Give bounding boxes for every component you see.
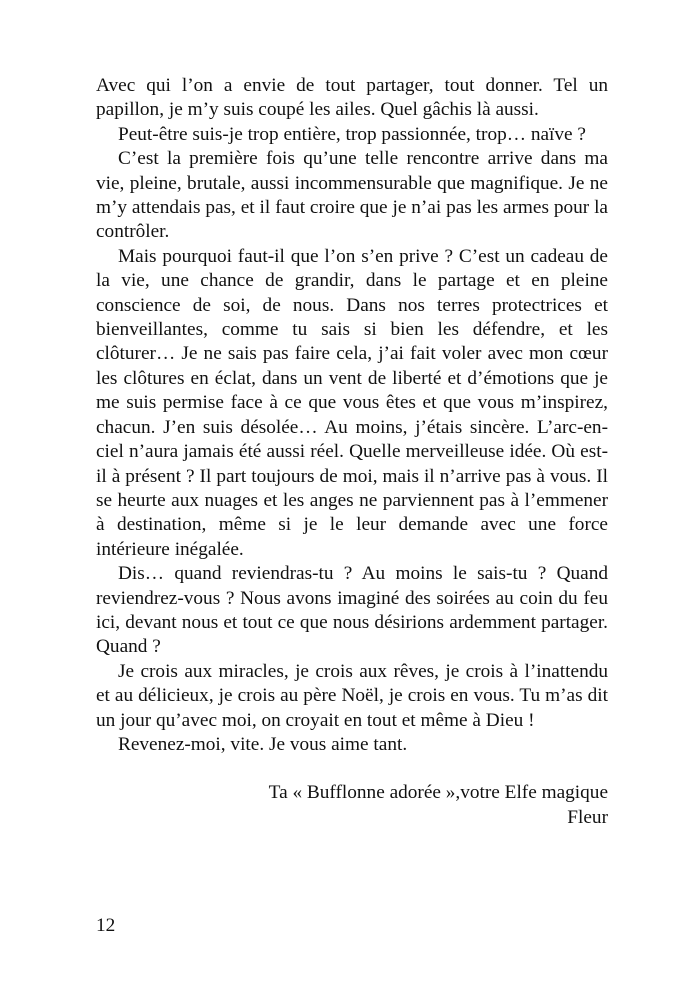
letter-body <box>96 74 608 830</box>
signature-block <box>96 781 608 830</box>
signature-name: Fleur <box>567 806 608 828</box>
paragraph: Peut-être suis-je trop entière, trop passionnée, trop… naïve ? <box>118 123 586 145</box>
page-number: 12 <box>96 915 116 936</box>
signature-closing: Ta « Bufflonne adorée »,votre Elfe magique <box>268 782 608 804</box>
paragraph-continuation: Avec qui l’on a envie de tout partager, tout donner. Tel un papillon, je m’y suis coupé les ailes. Quel gâchis là aussi. <box>96 75 608 121</box>
paragraph: Je crois aux miracles, je crois aux rêves, je crois à l’inattendu et au délicieux, je crois au père Noël, je crois en vous. Tu m’as dit un jour qu’avec moi, on croyait en tout et même à Dieu ! <box>96 660 608 731</box>
paragraph: Revenez-moi, vite. Je vous aime tant. <box>118 733 408 755</box>
paragraph: C’est la première fois qu’une telle rencontre arrive dans ma vie, pleine, brutale, aussi incommensurable que magnifique. Je ne m’y attendais pas, et il faut croire que je n’ai pas les armes pour la contrôler. <box>96 148 608 243</box>
paragraph: Dis… quand reviendras-tu ? Au moins le sais-tu ? Quand reviendrez-vous ? Nous avons imaginé des soirées au coin du feu ici, devant nous et tout ce que nous désirions ardemment partager. Quand ? <box>96 563 608 658</box>
paragraph: Mais pourquoi faut-il que l’on s’en prive ? C’est un cadeau de la vie, une chance de grandir, dans le partage et en pleine conscience de soi, de nous. Dans nos terres protectrices et bienveillantes, comme tu sais si bien les défendre, et les clôturer… Je ne sais pas faire cela, j’ai fait voler avec mon cœur les clôtures en éclat, dans un vent de liberté et d’émotions que je me suis permise face à ce que vous êtes et que vous m’inspirez, chacun. J’en suis désolée… Au moins, j’étais sincère. L’arc-en-ciel n’aura jamais été aussi réel. Quelle merveilleuse idée. Où est-il à présent ? Il part toujours de moi, mais il n’arrive pas à vous. Il se heurte aux nuages et les anges ne parviennent pas à l’emmener à destination, même si je le leur demande avec une force intérieure inégalée. <box>96 245 608 560</box>
